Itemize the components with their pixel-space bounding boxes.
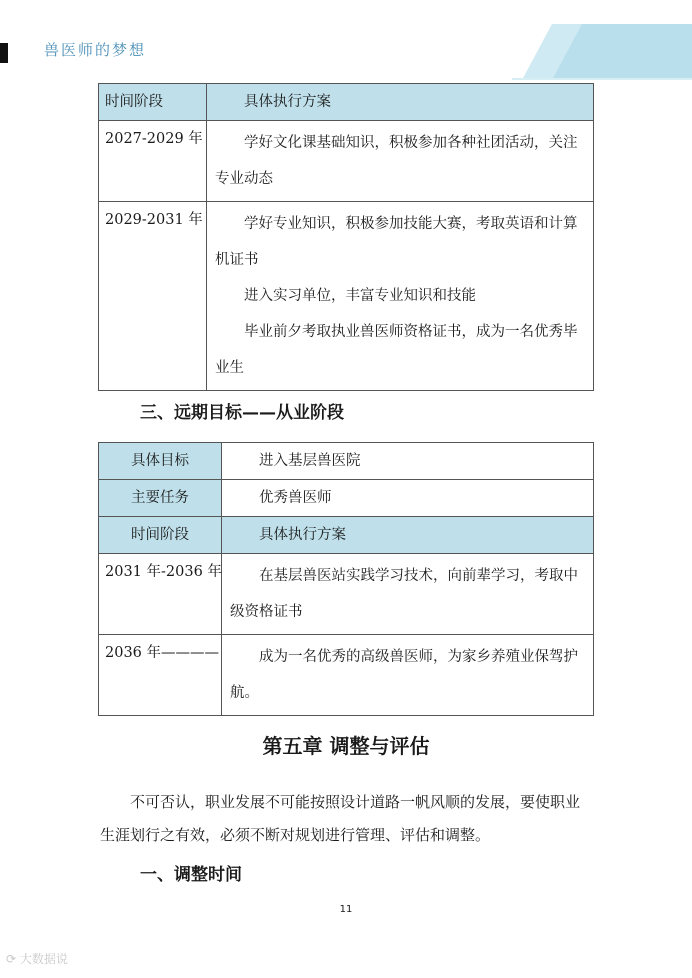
watermark bbox=[6, 950, 68, 967]
plan-line: 毕业前夕考取执业兽医师资格证书，成为一名优秀毕业生 bbox=[215, 324, 578, 376]
header-cell-period: 时间阶段 bbox=[99, 84, 207, 121]
period-cell: 2031 年-2036 年 bbox=[99, 554, 222, 635]
section-heading-adjust-time: 一、调整时间 bbox=[140, 865, 242, 885]
table-row bbox=[99, 121, 594, 202]
schedule-table-2 bbox=[98, 442, 594, 716]
header-cell-plan: 具体执行方案 bbox=[207, 84, 594, 121]
watermark-icon: ⟳ bbox=[6, 952, 17, 966]
page-number: 11 bbox=[339, 904, 353, 915]
period-cell: 2027-2029 年 bbox=[99, 121, 207, 202]
plan-line: 进入实习单位，丰富专业知识和技能 bbox=[244, 288, 476, 304]
plan-cell: 在基层兽医站实践学习技术，向前辈学习，考取中级资格证书 bbox=[222, 554, 594, 635]
header-accent-bar bbox=[0, 43, 8, 63]
header-title: 兽医师的梦想 bbox=[44, 41, 147, 59]
task-value: 优秀兽医师 bbox=[222, 480, 594, 517]
page-header bbox=[0, 0, 692, 80]
body-paragraph: 不可否认，职业发展不可能按照设计道路一帆风顺的发展，要使职业生涯划行之有效，必须不断对规划进行管理、评估和调整。 bbox=[100, 793, 581, 844]
table-header-row bbox=[99, 84, 594, 121]
schedule-table-1 bbox=[98, 83, 594, 391]
period-cell: 2029-2031 年 bbox=[99, 202, 207, 391]
plan-cell: 成为一名优秀的高级兽医师，为家乡养殖业保驾护航。 bbox=[222, 635, 594, 716]
plan-cell bbox=[207, 202, 594, 391]
plan-line: 学好专业知识，积极参加技能大赛，考取英语和计算机证书 bbox=[215, 216, 578, 268]
table-row bbox=[99, 202, 594, 391]
table-row bbox=[99, 554, 594, 635]
plan-cell bbox=[207, 121, 594, 202]
chapter-title: 第五章 调整与评估 bbox=[262, 734, 430, 758]
section-heading-long-term: 三、远期目标——从业阶段 bbox=[140, 403, 344, 423]
task-row bbox=[99, 480, 594, 517]
watermark-text: 大数据说 bbox=[19, 952, 68, 966]
goal-label: 具体目标 bbox=[99, 443, 222, 480]
plan-line: 学好文化课基础知识，积极参加各种社团活动，关注专业动态 bbox=[215, 135, 578, 187]
header-decoration bbox=[512, 24, 692, 80]
header-cell-plan: 具体执行方案 bbox=[222, 517, 594, 554]
task-label: 主要任务 bbox=[99, 480, 222, 517]
goal-value: 进入基层兽医院 bbox=[222, 443, 594, 480]
header-cell-period: 时间阶段 bbox=[99, 517, 222, 554]
period-cell: 2036 年———— bbox=[99, 635, 222, 716]
goal-row bbox=[99, 443, 594, 480]
table-header-row bbox=[99, 517, 594, 554]
table-row bbox=[99, 635, 594, 716]
